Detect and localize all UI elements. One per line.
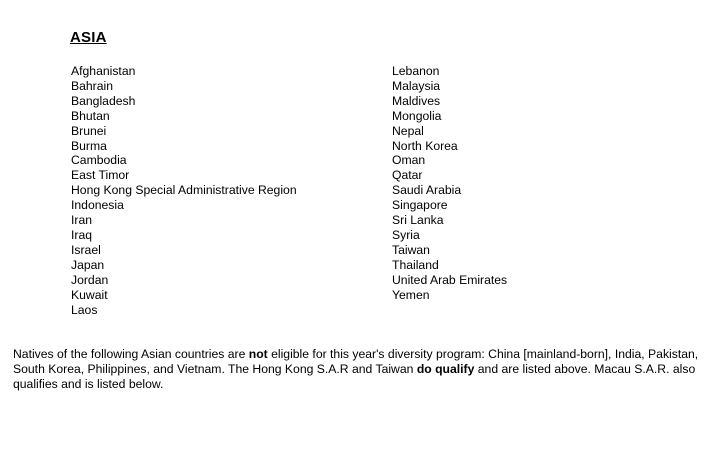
country-list-right [392,64,507,303]
section-heading-asia: ASIA [70,29,107,46]
country-item: Indonesia [71,198,124,213]
country-item: Thailand [392,257,439,272]
eligibility-note [13,347,713,391]
country-item: Taiwan [392,242,430,257]
country-item: Iran [71,213,93,228]
country-item: Cambodia [71,153,127,168]
country-item: Qatar [392,168,423,183]
country-list-left [71,64,297,317]
country-item: North Korea [392,138,458,153]
country-item: Singapore [392,198,448,213]
country-item: Jordan [71,272,109,287]
country-item: Nepal [392,123,424,138]
country-item: Hong Kong Special Administrative Region [71,183,297,198]
country-item: Iraq [71,227,93,242]
note-text-2: eligible for this year's diversity program: China [mainland-born], India, Pakistan, South Korea, Philippines, and Vietnam. The Hong Kong S.A.R and Taiwan [13,347,699,376]
country-item: Yemen [392,287,430,302]
note-emphasis-do-qualify: do qualify [416,361,475,376]
country-item: Israel [71,242,101,257]
country-item: Brunei [71,123,107,138]
note-text-3: and are listed above. Macau S.A.R. also qualifies and is listed below. [13,361,696,391]
note-text-1: Natives of the following Asian countries are [13,347,249,361]
country-item: Bangladesh [71,93,136,108]
country-item: Malaysia [392,78,441,93]
country-item: Saudi Arabia [392,183,462,198]
country-item: Burma [71,138,107,153]
country-item: Oman [392,153,426,168]
country-item: Kuwait [71,287,108,302]
country-item: Sri Lanka [392,213,444,228]
note-emphasis-not: not [248,347,268,361]
country-item: Laos [71,302,98,317]
country-item: Syria [392,227,420,242]
country-item: Afghanistan [71,64,136,78]
country-item: Bahrain [71,78,114,93]
country-item: East Timor [71,168,130,183]
country-item: Japan [71,257,105,272]
country-item: Maldives [392,93,441,108]
country-item: Mongolia [392,108,442,123]
country-item: Lebanon [392,64,440,78]
country-item: United Arab Emirates [392,272,508,287]
country-item: Bhutan [71,108,110,123]
